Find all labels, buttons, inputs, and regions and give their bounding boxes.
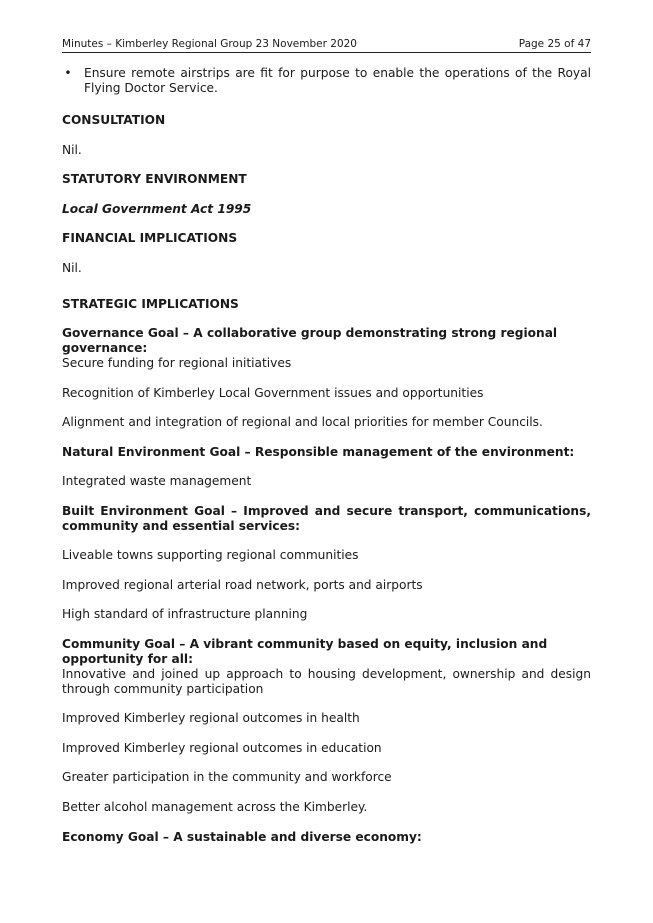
built-goal: Built Environment Goal – Improved and secure transport, communications, community and essential services: bbox=[62, 504, 591, 534]
financial-heading: FINANCIAL IMPLICATIONS bbox=[62, 231, 238, 245]
community-item: Improved Kimberley regional outcomes in health bbox=[62, 711, 360, 725]
bullet-dot-icon: • bbox=[64, 66, 72, 80]
governance-goal: Governance Goal – A collaborative group demonstrating strong regional governance: bbox=[62, 326, 558, 356]
built-item: Improved regional arterial road network, ports and airports bbox=[62, 578, 423, 592]
governance-item: Recognition of Kimberley Local Government issues and opportunities bbox=[62, 386, 484, 400]
header-title: Minutes – Kimberley Regional Group 23 November 2020 bbox=[62, 38, 357, 50]
governance-item: Secure funding for regional initiatives bbox=[62, 356, 292, 370]
community-item: Innovative and joined up approach to housing development, ownership and design through community participation bbox=[62, 667, 591, 697]
strategic-heading: STRATEGIC IMPLICATIONS bbox=[62, 297, 239, 311]
consultation-text: Nil. bbox=[62, 143, 82, 157]
page-header bbox=[62, 36, 591, 53]
statutory-act: Local Government Act 1995 bbox=[62, 202, 252, 216]
community-item: Improved Kimberley regional outcomes in education bbox=[62, 741, 382, 755]
natural-goal: Natural Environment Goal – Responsible management of the environment: bbox=[62, 445, 575, 459]
natural-item: Integrated waste management bbox=[62, 474, 252, 488]
statutory-heading: STATUTORY ENVIRONMENT bbox=[62, 172, 247, 186]
bullet-text: Ensure remote airstrips are fit for purpose to enable the operations of the Royal Flying Doctor Service. bbox=[84, 66, 591, 96]
community-item: Greater participation in the community and workforce bbox=[62, 770, 392, 784]
financial-text: Nil. bbox=[62, 261, 82, 275]
community-goal: Community Goal – A vibrant community based on equity, inclusion and opportunity for all: bbox=[62, 637, 548, 667]
page-number: Page 25 of 47 bbox=[518, 38, 591, 50]
economy-goal: Economy Goal – A sustainable and diverse economy: bbox=[62, 830, 422, 844]
governance-item: Alignment and integration of regional and local priorities for member Councils. bbox=[62, 415, 543, 429]
built-item: Liveable towns supporting regional communities bbox=[62, 548, 359, 562]
built-item: High standard of infrastructure planning bbox=[62, 607, 308, 621]
consultation-heading: CONSULTATION bbox=[62, 113, 166, 127]
community-item: Better alcohol management across the Kimberley. bbox=[62, 800, 368, 814]
